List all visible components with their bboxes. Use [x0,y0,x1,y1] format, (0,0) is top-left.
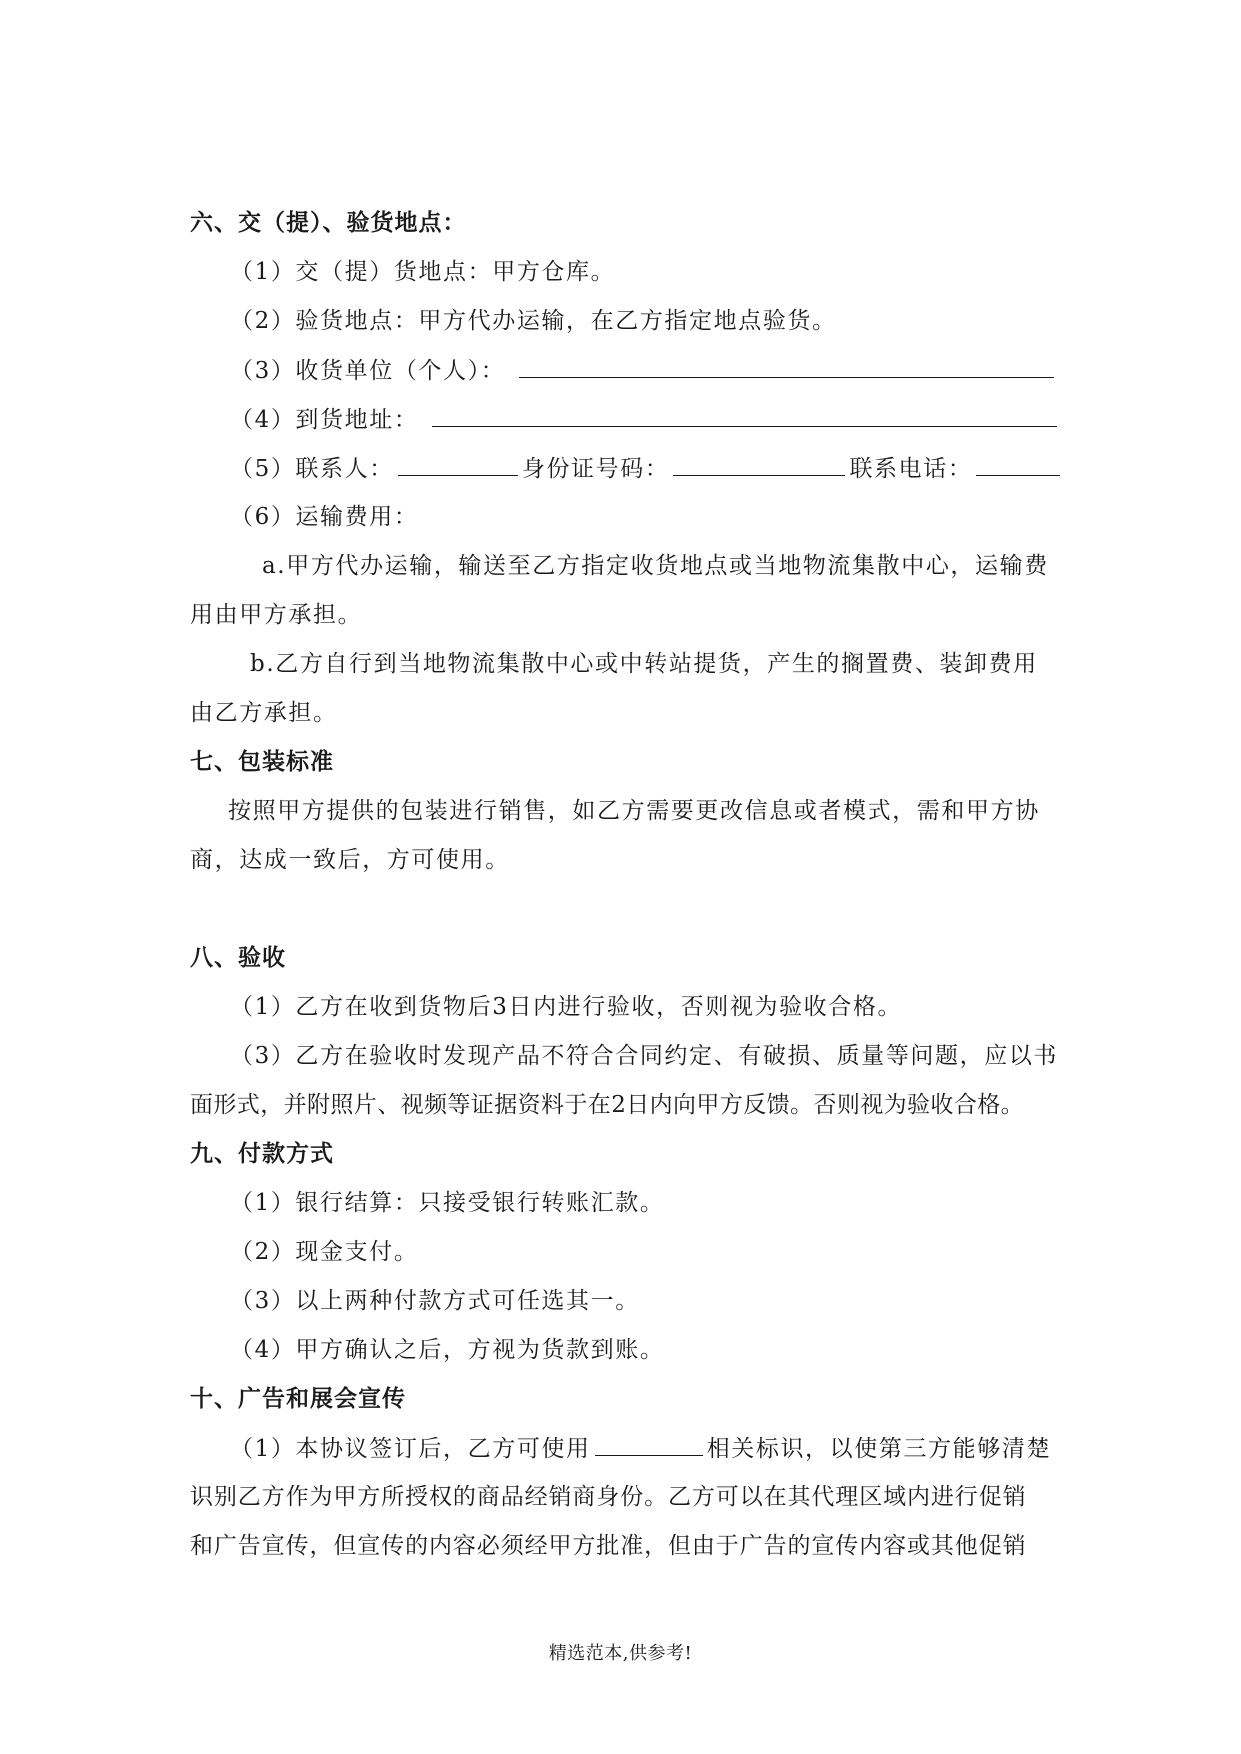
s6-item-3-label: （3）收货单位（个人）： [230,358,506,384]
s8-item-3-line-1: （3）乙方在验收时发现产品不符合合同约定、有破损、质量等问题，应以书 [230,1043,1059,1069]
s10-item-1-line-3: 和广告宣传，但宣传的内容必须经甲方批准，但由于广告的宣传内容或其他促销 [190,1533,1027,1559]
s7-para-line-2: 商，达成一致后，方可使用。 [190,847,510,873]
s6-option-b-line-2: 由乙方承担。 [190,700,338,726]
section-8-title: 八、验收 [190,944,286,971]
s6-option-a-line-1: a.甲方代办运输，输送至乙方指定收货地点或当地物流集散中心，运输费 [262,553,1049,579]
s9-item-3: （3）以上两种付款方式可任选其一。 [230,1288,640,1314]
s10-item-1-text-b: 相关标识，以使第三方能够清楚 [706,1436,1052,1462]
address-blank[interactable] [432,404,1057,427]
section-6-title: 六、交（提）、验货地点： [190,209,467,236]
s9-item-1: （1）银行结算：只接受银行转账汇款。 [230,1190,665,1216]
s8-item-3-line-2: 面形式，并附照片、视频等证据资料于在2日内向甲方反馈。否则视为验收合格。 [190,1092,1025,1118]
contact-label: （5）联系人： [230,456,394,482]
phone-blank[interactable] [976,453,1060,476]
section-7-title: 七、包装标准 [190,748,334,775]
id-number-label: 身份证号码： [521,456,670,482]
s6-item-3 [230,355,1055,386]
s10-item-1-text-a: （1）本协议签订后，乙方可使用 [230,1436,591,1462]
s6-item-4 [230,404,1055,435]
s6-item-4-label: （4）到货地址： [230,407,419,433]
s6-item-2: （2）验货地点：甲方代办运输，在乙方指定地点验货。 [230,308,837,334]
s10-item-1-line-2: 识别乙方作为甲方所授权的商品经销商身份。乙方可以在其代理区域内进行促销 [190,1484,1027,1510]
s10-item-1-line-1 [230,1433,1055,1464]
s6-item-1: （1）交（提）货地点：甲方仓库。 [230,259,616,285]
s7-para-line-1: 按照甲方提供的包装进行销售，如乙方需要更改信息或者模式，需和甲方协 [228,798,1040,824]
section-9-title: 九、付款方式 [190,1140,334,1167]
phone-label: 联系电话： [849,456,973,482]
id-number-blank[interactable] [673,453,845,476]
s9-item-2: （2）现金支付。 [230,1239,419,1265]
s8-item-1: （1）乙方在收到货物后3日内进行验收，否则视为验收合格。 [230,994,903,1020]
s6-option-b-line-1: b.乙方自行到当地物流集散中心或中转站提货，产生的搁置费、装卸费用 [250,651,1038,677]
s6-option-a-line-2: 用由甲方承担。 [190,602,363,628]
s6-item-5 [230,453,1055,484]
receiver-blank[interactable] [519,355,1054,378]
section-10-title: 十、广告和展会宣传 [190,1385,406,1412]
s6-item-6: （6）运输费用： [230,504,419,530]
s9-item-4: （4）甲方确认之后，方视为货款到账。 [230,1337,665,1363]
contact-blank[interactable] [398,453,518,476]
brand-blank[interactable] [595,1433,703,1456]
page-footer: 精选范本,供参考! [548,1643,693,1664]
